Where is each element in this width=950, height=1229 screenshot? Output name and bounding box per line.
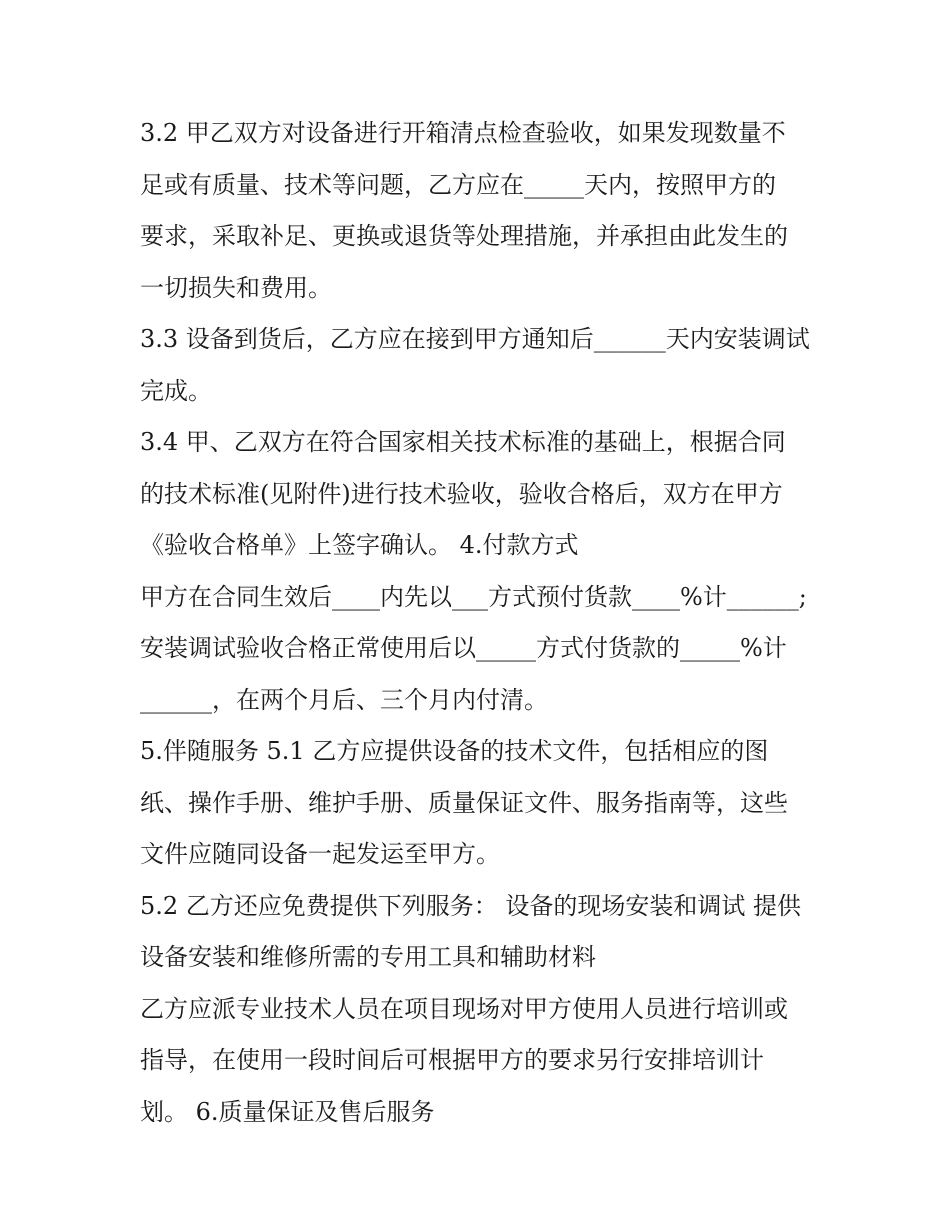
text-line-1: 3.2 甲乙双方对设备进行开箱清点检查验收，如果发现数量不 bbox=[140, 119, 786, 147]
text-line-13: 5.伴随服务 5.1 乙方应提供设备的技术文件，包括相应的图 bbox=[140, 737, 769, 765]
text-line-14: 纸、操作手册、维护手册、质量保证文件、服务指南等，这些 bbox=[140, 788, 788, 817]
text-line-10: 甲方在合同生效后____内先以___方式预付货款____%计______; bbox=[140, 582, 807, 611]
text-line-3: 要求，采取补足、更换或退货等处理措施，并承担由此发生的 bbox=[140, 222, 788, 250]
text-line-20: 划。 6.质量保证及售后服务 bbox=[140, 1097, 435, 1126]
text-line-17: 设备安装和维修所需的专用工具和辅助材料 bbox=[140, 943, 596, 971]
text-line-2: 足或有质量、技术等问题，乙方应在_____天内，按照甲方的 bbox=[140, 170, 776, 199]
text-line-11: 安装调试验收合格正常使用后以_____方式付货款的_____%计 bbox=[140, 634, 787, 662]
text-line-15: 文件应随同设备一起发运至甲方。 bbox=[140, 840, 500, 868]
document-body bbox=[140, 108, 820, 1138]
text-line-9: 《验收合格单》上签字确认。 4.付款方式 bbox=[140, 531, 579, 559]
text-line-4: 一切损失和费用。 bbox=[140, 273, 332, 302]
text-line-5: 3.3 设备到货后，乙方应在接到甲方通知后______天内安装调试 bbox=[140, 325, 810, 353]
text-line-18: 乙方应派专业技术人员在项目现场对甲方使用人员进行培训或 bbox=[140, 994, 788, 1023]
text-line-6: 完成。 bbox=[140, 376, 212, 405]
text-line-19: 指导，在使用一段时间后可根据甲方的要求另行安排培训计 bbox=[140, 1046, 764, 1074]
text-line-16: 5.2 乙方还应免费提供下列服务： 设备的现场安装和调试 提供 bbox=[140, 891, 802, 920]
text-line-12: ______，在两个月后、三个月内付清。 bbox=[140, 685, 548, 714]
text-line-8: 的技术标准(见附件)进行技术验收，验收合格后，双方在甲方 bbox=[140, 479, 783, 508]
text-line-7: 3.4 甲、乙双方在符合国家相关技术标准的基础上，根据合同 bbox=[140, 428, 786, 456]
